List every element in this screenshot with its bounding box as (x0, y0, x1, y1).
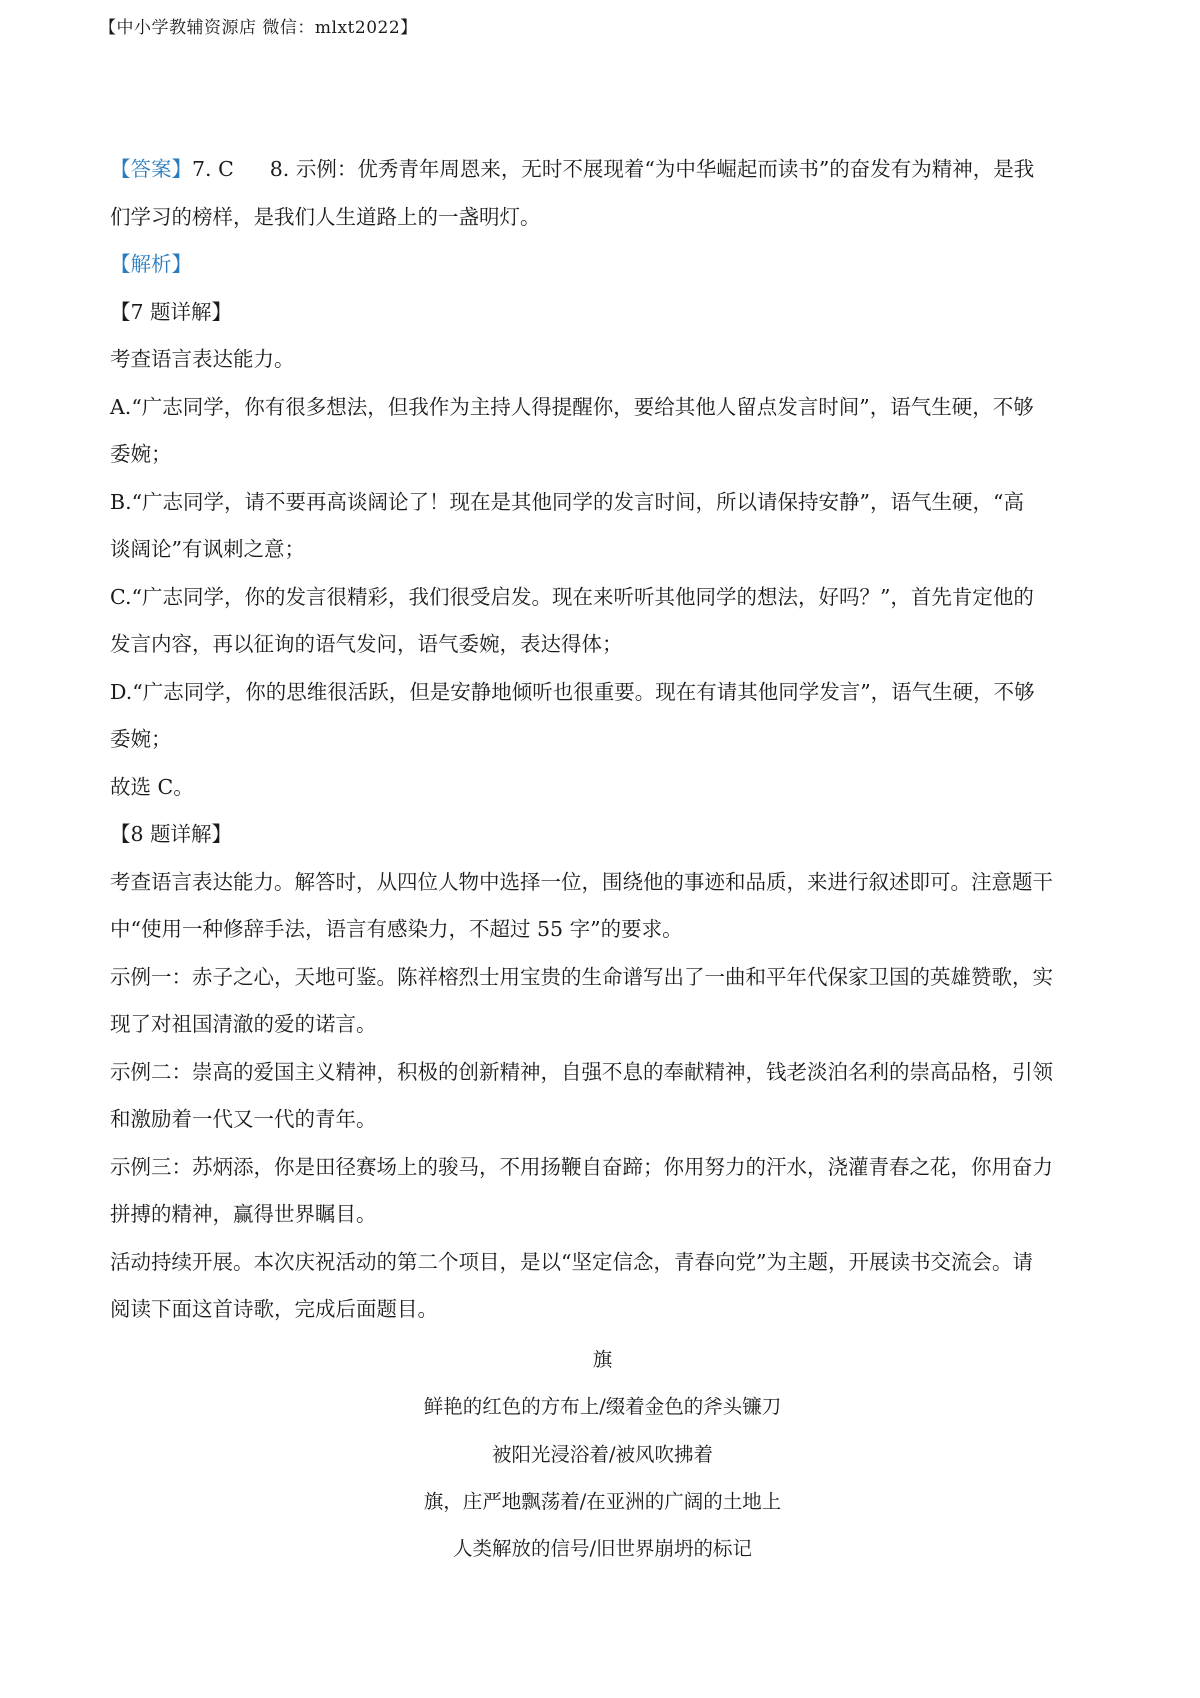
q8-detail-line: 现了对祖国清澈的爱的诺言。 (110, 1012, 377, 1036)
poem-line: 人类解放的信号/旧世界崩坍的标记 (452, 1537, 753, 1561)
q7-detail-line: 考查语言表达能力。 (110, 347, 295, 371)
q8-detail-line: 示例一：赤子之心，天地可鉴。陈祥榕烈士用宝贵的生命谱写出了一曲和平年代保家卫国的英雄赞歌，实 (110, 964, 1053, 989)
q8-detail-line: 示例三：苏炳添，你是田径赛场上的骏马，不用扬鞭自奋蹄；你用努力的汗水，浇灌青春之花，你用奋力 (110, 1154, 1053, 1179)
poem-line: 鲜艳的红色的方布上/缀着金色的斧头镰刀 (423, 1395, 782, 1419)
q8-detail-heading: 【8 题详解】 (110, 822, 233, 846)
q7-detail-line: 委婉； (110, 727, 172, 751)
answer-line (110, 146, 1095, 194)
q7-detail-line: C.“广志同学，你的发言很精彩，我们很受启发。现在来听听其他同学的想法，好吗？”，首先肯定他的 (110, 584, 1034, 609)
q8-detail-line: 和激励着一代又一代的青年。 (110, 1107, 377, 1131)
q7-detail-line: 委婉； (110, 442, 172, 466)
analysis-label: 【解析】 (110, 252, 192, 276)
poem-line: 被阳光浸浴着/被风吹拂着 (491, 1442, 714, 1466)
q7-detail-line: 谈阔论”有讽刺之意； (110, 537, 305, 561)
poem (110, 1336, 1095, 1572)
poem-line: 旗，庄严地飘荡着/在亚洲的广阔的土地上 (423, 1489, 782, 1513)
q8-answer-line-2: 们学习的榜样，是我们人生道路上的一盏明灯。 (110, 204, 541, 229)
q8-detail-line: 中“使用一种修辞手法，语言有感染力，不超过 55 字”的要求。 (110, 917, 683, 941)
page-header-watermark: 【中小学教辅资源店 微信：mlxt2022】 (99, 18, 418, 38)
q7-detail-line: D.“广志同学，你的思维很活跃，但是安静地倾听也很重要。现在有请其他同学发言”，语气生硬，不够 (110, 679, 1035, 704)
q7-detail-line: B.“广志同学，请不要再高谈阔论了！现在是其他同学的发言时间，所以请保持安静”，语气生硬，“高 (110, 489, 1025, 514)
q8-detail-line: 考查语言表达能力。解答时，从四位人物中选择一位，围绕他的事迹和品质，来进行叙述即可。注意题干 (110, 869, 1053, 894)
q8-answer-line-1: 8. 示例：优秀青年周恩来，无时不展现着“为中华崛起而读书”的奋发有为精神，是我 (269, 157, 1035, 181)
q8-detail-line: 活动持续开展。本次庆祝活动的第二个项目，是以“坚定信念，青春向党”为主题，开展读书交流会。请 (110, 1249, 1033, 1274)
q7-detail-line: 发言内容，再以征询的语气发问，语气委婉，表达得体； (110, 632, 623, 656)
q7-detail-line: A.“广志同学，你有很多想法，但我作为主持人得提醒你，要给其他人留点发言时间”，语气生硬，不够 (110, 394, 1034, 419)
answer-label: 【答案】 (110, 157, 192, 181)
poem-title: 旗 (592, 1348, 613, 1371)
answer-analysis-section (110, 146, 1095, 1334)
q8-detail-line: 阅读下面这首诗歌，完成后面题目。 (110, 1297, 438, 1321)
q7-detail-line: 故选 C。 (110, 774, 194, 799)
q8-detail-line: 示例二：崇高的爱国主义精神，积极的创新精神，自强不息的奉献精神，钱老淡泊名利的崇高品格，引领 (110, 1059, 1053, 1084)
q7-detail-heading: 【7 题详解】 (110, 299, 233, 324)
q8-detail-line: 拼搏的精神，赢得世界瞩目。 (110, 1202, 377, 1226)
q7-answer: 7. C (192, 157, 234, 181)
